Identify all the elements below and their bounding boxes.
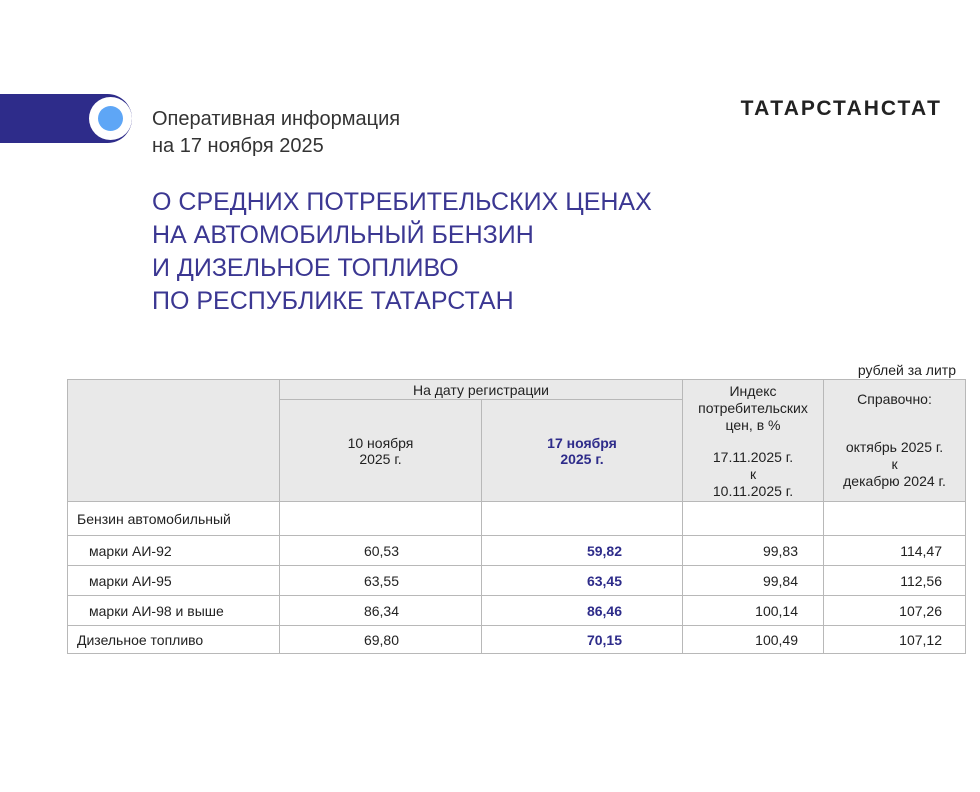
subtitle-date: на 17 ноября 2025 [152, 135, 324, 157]
price-index: 100,49 [683, 626, 824, 654]
page-title [152, 186, 652, 318]
header-date-1: 10 ноября 2025 г. [280, 400, 482, 502]
title-line: ПО РЕСПУБЛИКЕ ТАТАРСТАН [152, 287, 514, 315]
header-reference: Справочно: октябрь 2025 г. к декабрю 2024 г. [824, 380, 966, 502]
table-row [68, 566, 966, 596]
header-index: Индекс потребительских цен, в % 17.11.2025 г. к 10.11.2025 г. [683, 380, 824, 502]
title-line: О СРЕДНИХ ПОТРЕБИТЕЛЬСКИХ ЦЕНАХ [152, 188, 652, 216]
price-reference: 107,12 [824, 626, 966, 654]
price-nov17: 86,46 [482, 596, 683, 626]
price-index: 99,84 [683, 566, 824, 596]
row-label: марки АИ-98 и выше [68, 596, 280, 626]
table-row [68, 502, 966, 536]
row-label: марки АИ-95 [68, 566, 280, 596]
logo-dot [98, 106, 123, 131]
price-table [67, 379, 966, 654]
price-nov10: 60,53 [280, 536, 482, 566]
brand-logo: ТАТАРСТАНСТАТ [740, 97, 942, 120]
subtitle [152, 106, 400, 160]
header-group: На дату регистрации [280, 380, 683, 400]
price-nov17: 70,15 [482, 626, 683, 654]
subtitle-line: Оперативная информация [152, 108, 401, 130]
price-reference: 112,56 [824, 566, 966, 596]
price-nov10: 63,55 [280, 566, 482, 596]
price-nov10: 86,34 [280, 596, 482, 626]
price-reference: 114,47 [824, 536, 966, 566]
group-label: Бензин автомобильный [68, 502, 280, 536]
price-nov17: 59,82 [482, 536, 683, 566]
header-date-2: 17 ноября 2025 г. [482, 400, 683, 502]
row-label: Дизельное топливо [68, 626, 280, 654]
header-empty [68, 380, 280, 502]
title-line: И ДИЗЕЛЬНОЕ ТОПЛИВО [152, 254, 459, 282]
table-row [68, 626, 966, 654]
table-row [68, 536, 966, 566]
table-row [68, 596, 966, 626]
unit-label: рублей за литр [857, 362, 956, 378]
price-index: 99,83 [683, 536, 824, 566]
price-nov10: 69,80 [280, 626, 482, 654]
title-line: НА АВТОМОБИЛЬНЫЙ БЕНЗИН [152, 221, 534, 249]
row-label: марки АИ-92 [68, 536, 280, 566]
price-reference: 107,26 [824, 596, 966, 626]
price-nov17: 63,45 [482, 566, 683, 596]
price-index: 100,14 [683, 596, 824, 626]
